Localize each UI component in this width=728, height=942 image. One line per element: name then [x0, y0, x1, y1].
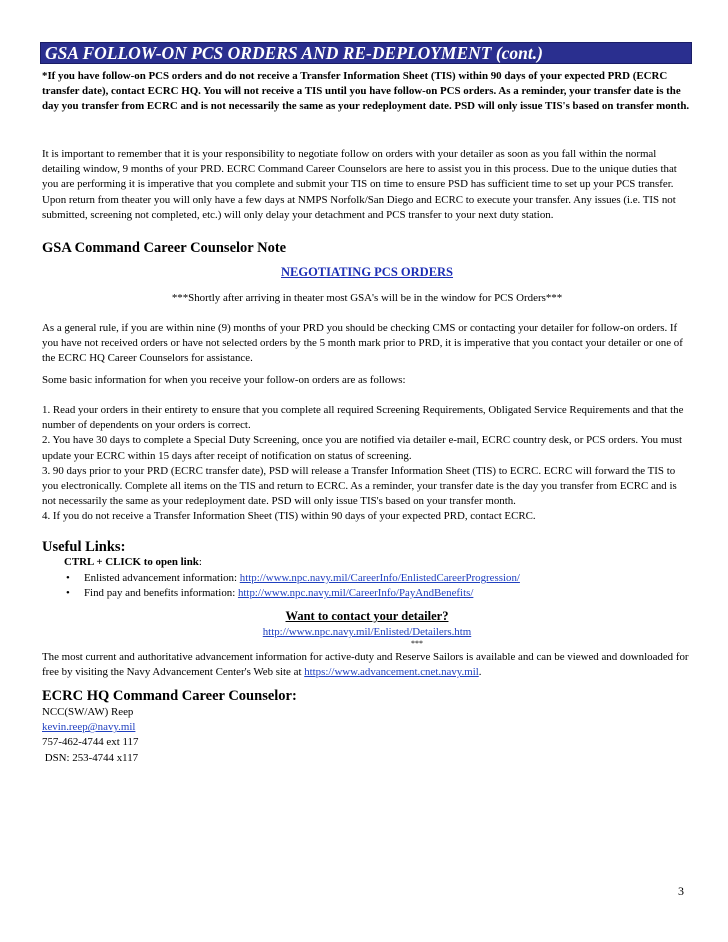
useful-links-heading: Useful Links:	[42, 539, 126, 555]
counselor-contact-block	[42, 705, 692, 766]
ctrl-click-instruction: CTRL + CLICK to open link:	[64, 556, 202, 568]
advancement-paragraph: The most current and authoritative advancement information for active-duty and Reserve Sailors is available and can be viewed and downloaded for free by visiting the Navy Advancement Center's Web site at https://www.advancement.cnet.navy.mil.	[42, 651, 689, 679]
instruction-text: CTRL + CLICK to open link	[64, 556, 199, 568]
list-item	[66, 586, 473, 602]
counselor-name: NCC(SW/AW) Reep	[42, 706, 134, 718]
list-item: 3. 90 days prior to your PRD (ECRC transfer date), PSD will release a Transfer Information Sheet (TIS) to ECRC. ECRC will forward the TIS to you electronically. Complete all items on the TIS and return to ECRC. As a reminder, your transfer date is the day you transfer from ECRC and is not necessarily the same as your redeployment date. PSD will only issue TIS's based on your transfer month.	[42, 464, 677, 508]
intro-bold-paragraph: *If you have follow-on PCS orders and do not receive a Transfer Information Sheet (TIS) within 90 days of your expected PRD (ECRC transfer date), contact ECRC HQ. You will not receive a TIS until you have follow-on PCS orders. As a reminder, your transfer date is the day you transfer from ECRC and is not necessarily the same as your redeployment date. PSD will only issue TIS's based on transfer month.	[42, 70, 690, 113]
pay-benefits-link[interactable]: http://www.npc.navy.mil/CareerInfo/PayAndBenefits/	[237, 587, 474, 599]
counselor-dsn: DSN: 253-4744 x117	[42, 751, 139, 764]
detailers-link-line	[42, 626, 692, 638]
list-item: 4. If you do not receive a Transfer Information Sheet (TIS) within 90 days of your expected PRD, contact ECRC.	[42, 510, 536, 523]
link-label: Enlisted advancement information:	[84, 572, 240, 584]
counselor-phone: 757-462-4744 ext 117	[42, 736, 139, 749]
note-subheading: NEGOTIATING PCS ORDERS	[280, 265, 454, 279]
advancement-center-link[interactable]: https://www.advancement.cnet.navy.mil	[304, 666, 479, 679]
contact-heading: Want to contact your detailer?	[285, 609, 449, 623]
intro-paragraph: It is important to remember that it is your responsibility to negotiate follow on orders with your detailer as soon as you fall within the normal detailing window, 9 months of your PRD. ECRC Command Career Counselors are here to assist you in this process. Due to the unique duties that you are performing it is imperative that you complete and submit your TIS on time to ensure PSD has sufficient time to set up your PCS transfer. Upon return from theater you will only have a few days at NMPS Norfolk/San Diego and ECRC to execute your transfer. Any issues (i.e. TIS not submitted, screening not completed, etc.) will only delay your detachment and PCS transfer to your next duty station.	[42, 148, 677, 221]
stars-line: ***Shortly after arriving in theater most GSA's will be in the window for PCS Orders***	[171, 292, 563, 304]
counselor-email-link[interactable]: kevin.reep@navy.mil	[42, 721, 136, 734]
list-item: 1. Read your orders in their entirety to ensure that you complete all required Screening Requirements, Obligated Service Requirements and that the number of dependents on your orders is correct.	[42, 404, 684, 432]
bullet-icon: •	[66, 572, 70, 584]
counselor-heading: ECRC HQ Command Career Counselor:	[42, 688, 297, 704]
general-rule-paragraph: As a general rule, if you are within nine (9) months of your PRD you should be checking CMS or contacting your detailer for follow-on orders. If you have not received orders or have not selected orders by the 5 month mark prior to PRD, it is imperative that you contact your detailer or one of the ECRC HQ Career Counselors for assistance.	[42, 322, 683, 365]
note-heading: GSA Command Career Counselor Note	[42, 240, 287, 256]
section-banner: GSA FOLLOW-ON PCS ORDERS AND RE-DEPLOYMENT (cont.)	[40, 42, 692, 64]
contact-stars: ***	[411, 639, 423, 648]
advancement-link[interactable]: http://www.npc.navy.mil/CareerInfo/EnlistedCareerProgression/	[239, 572, 520, 584]
detailers-link[interactable]: http://www.npc.navy.mil/Enlisted/Detailers.htm	[262, 626, 472, 638]
link-label: Find pay and benefits information:	[84, 587, 238, 599]
bullet-icon: •	[66, 587, 70, 599]
list-item: 2. You have 30 days to complete a Special Duty Screening, once you are notified via detailer e-mail, ECRC country desk, or PCS orders. You must update your ECRC within 15 days after receipt of notification on status of screening.	[42, 434, 683, 462]
orders-list	[42, 403, 692, 525]
page-number: 3	[678, 884, 684, 898]
basic-info-line: Some basic information for when you receive your follow-on orders are as follows:	[42, 374, 406, 386]
list-item	[66, 571, 520, 587]
